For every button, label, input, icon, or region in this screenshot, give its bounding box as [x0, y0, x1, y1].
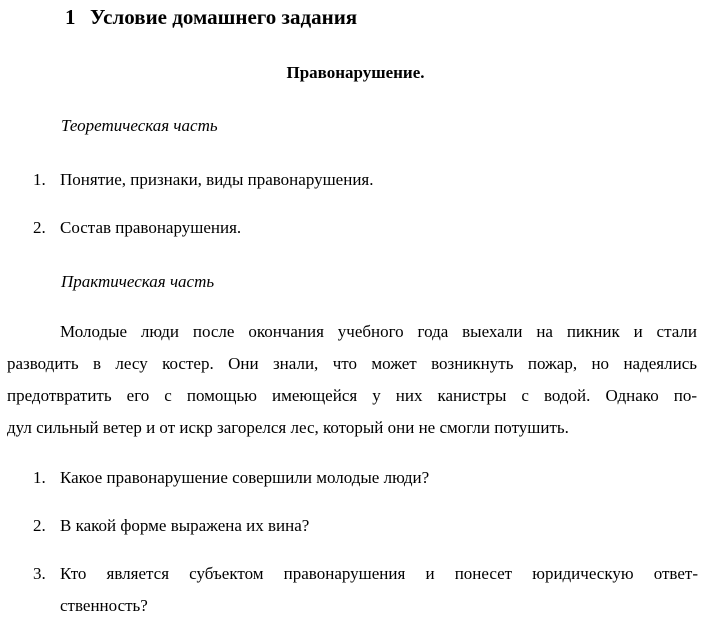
paragraph-line: предотвратить его с помощью имеющейся у них канистры с водой. Однако по- [7, 386, 697, 405]
section-number: 1 [65, 5, 76, 29]
practice-paragraph [7, 316, 697, 444]
theory-item-2-text: Состав правонарушения. [60, 218, 242, 237]
question-2-text: В какой форме выражена их вина? [60, 516, 310, 535]
question-3-line: ственность? [60, 596, 148, 615]
paragraph-line: разводить в лесу костер. Они знали, что может возникнуть пожар, но надеялись [7, 354, 697, 373]
question-1-marker: 1. [33, 468, 46, 487]
section-heading [65, 3, 357, 31]
theory-item-1-marker: 1. [33, 170, 46, 189]
theory-heading: Теоретическая часть [61, 116, 218, 135]
document-title: Правонарушение. [286, 63, 425, 82]
question-2-marker: 2. [33, 516, 46, 535]
question-1-text: Какое правонарушение совершили молодые люди? [60, 468, 430, 487]
section-title: Условие домашнего задания [90, 5, 358, 29]
paragraph-line: Молодые люди после окончания учебного года выехали на пикник и стали [60, 322, 697, 341]
question-3-line: Кто является субъектом правонарушения и понесет юридическую ответ- [60, 564, 698, 583]
practice-heading: Практическая часть [61, 272, 215, 291]
question-3-text [60, 558, 700, 622]
paragraph-line: дул сильный ветер и от искр загорелся лес, который они не смогли потушить. [7, 418, 569, 437]
theory-item-1-text: Понятие, признаки, виды правонарушения. [60, 170, 374, 189]
theory-item-2-marker: 2. [33, 218, 46, 237]
question-3-marker: 3. [33, 564, 46, 583]
